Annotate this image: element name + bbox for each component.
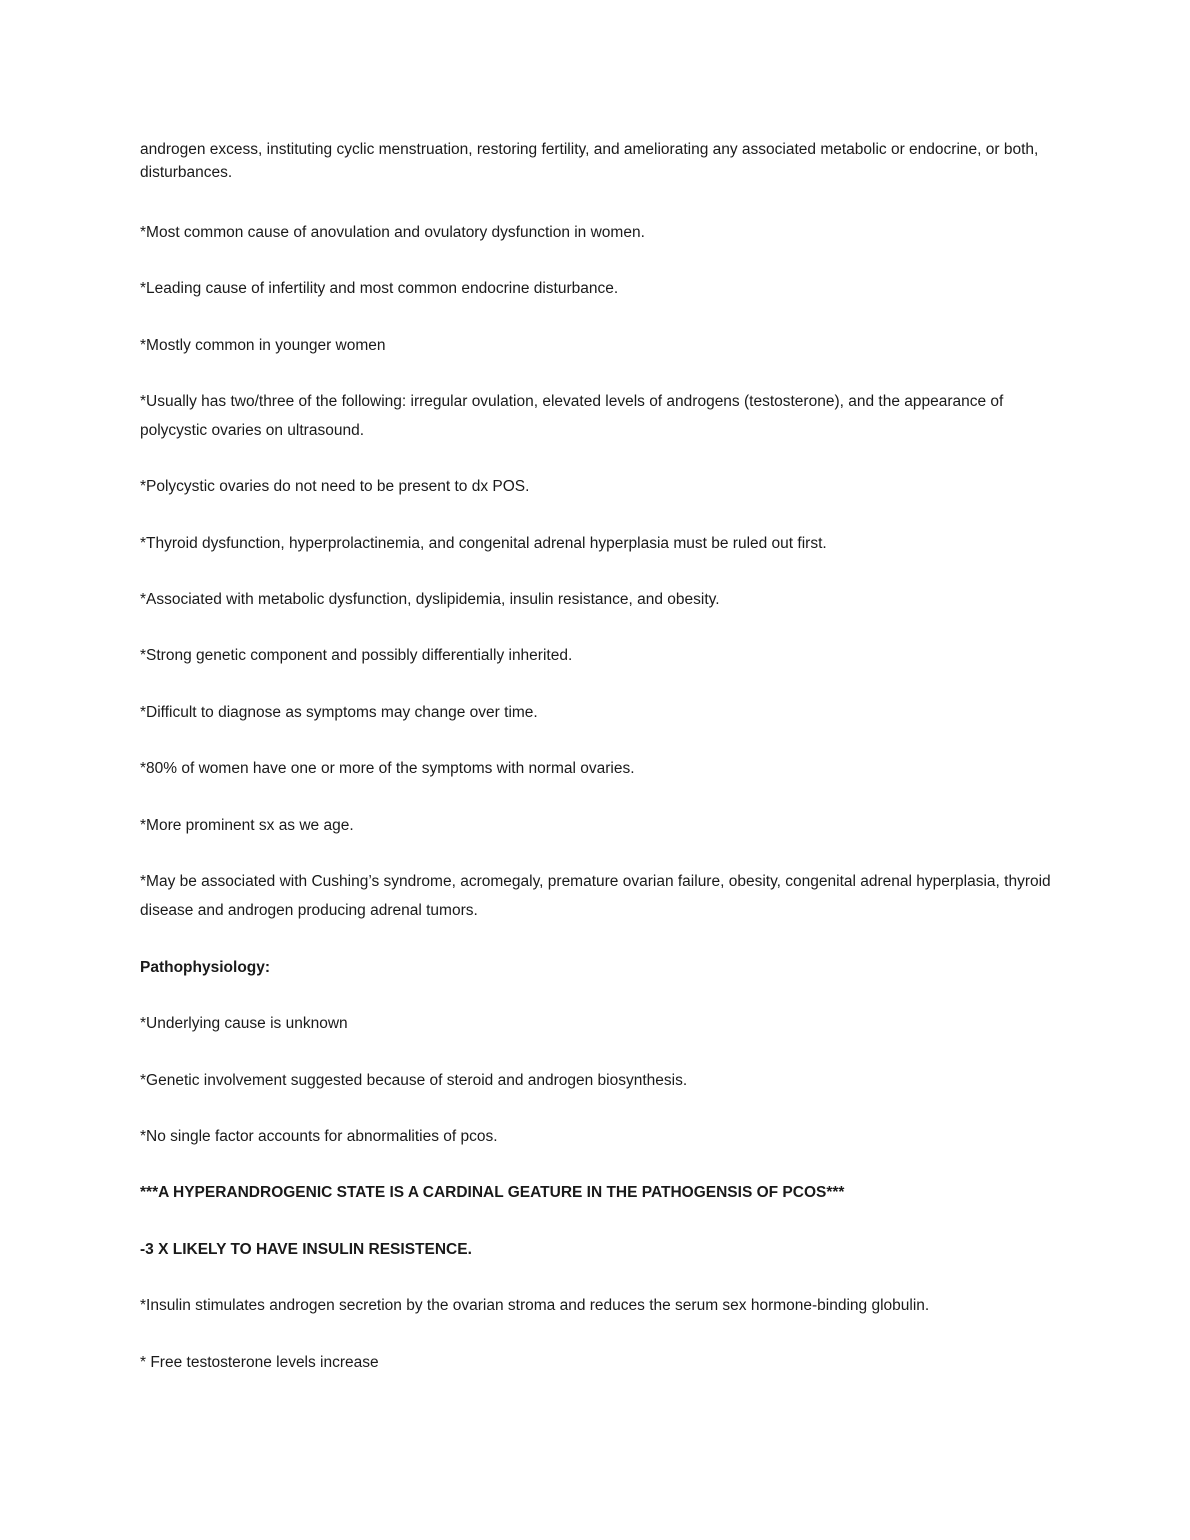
bullet-free-testosterone: * Free testosterone levels increase <box>140 1354 379 1371</box>
bullet-eighty-percent: *80% of women have one or more of the symptoms with normal ovaries. <box>140 760 635 777</box>
bullet-genetic: *Strong genetic component and possibly differentially inherited. <box>140 647 573 664</box>
bullet-insulin-androgen: *Insulin stimulates androgen secretion by the ovarian stroma and reduces the serum sex hormone-binding globulin. <box>140 1297 930 1314</box>
bullet-difficult-diagnose: *Difficult to diagnose as symptoms may change over time. <box>140 704 538 721</box>
emphasis-hyperandrogenic: ***A HYPERANDROGENIC STATE IS A CARDINAL GEATURE IN THE PATHOGENSIS OF PCOS*** <box>140 1184 845 1201</box>
bullet-infertility: *Leading cause of infertility and most common endocrine disturbance. <box>140 280 619 297</box>
emphasis-insulin-resistance: -3 X LIKELY TO HAVE INSULIN RESISTENCE. <box>140 1241 472 1258</box>
bullet-associated-conditions: *May be associated with Cushing’s syndrome, acromegaly, premature ovarian failure, obesity, congenital adrenal hyperplasia, thyroid disease and androgen producing adrenal tumors. <box>140 873 1051 919</box>
bullet-rule-out: *Thyroid dysfunction, hyperprolactinemia, and congenital adrenal hyperplasia must be ruled out first. <box>140 535 827 552</box>
bullet-age: *More prominent sx as we age. <box>140 817 354 834</box>
bullet-single-factor: *No single factor accounts for abnormalities of pcos. <box>140 1128 498 1145</box>
section-heading-pathophysiology: Pathophysiology: <box>140 959 271 976</box>
bullet-unknown-cause: *Underlying cause is unknown <box>140 1015 348 1032</box>
bullet-two-three-criteria: *Usually has two/three of the following: irregular ovulation, elevated levels of androgens (testosterone), and the appearance of polycystic ovaries on ultrasound. <box>140 393 1004 439</box>
bullet-genetic-involvement: *Genetic involvement suggested because of steroid and androgen biosynthesis. <box>140 1072 688 1089</box>
intro-paragraph: androgen excess, instituting cyclic menstruation, restoring fertility, and ameliorating any associated metabolic or endocrine, or both, disturbances. <box>140 141 1039 181</box>
bullet-metabolic: *Associated with metabolic dysfunction, dyslipidemia, insulin resistance, and obesity. <box>140 591 720 608</box>
bullet-anovulation: *Most common cause of anovulation and ovulatory dysfunction in women. <box>140 224 645 241</box>
bullet-younger-women: *Mostly common in younger women <box>140 337 386 354</box>
bullet-polycystic-ovaries: *Polycystic ovaries do not need to be present to dx POS. <box>140 478 530 495</box>
